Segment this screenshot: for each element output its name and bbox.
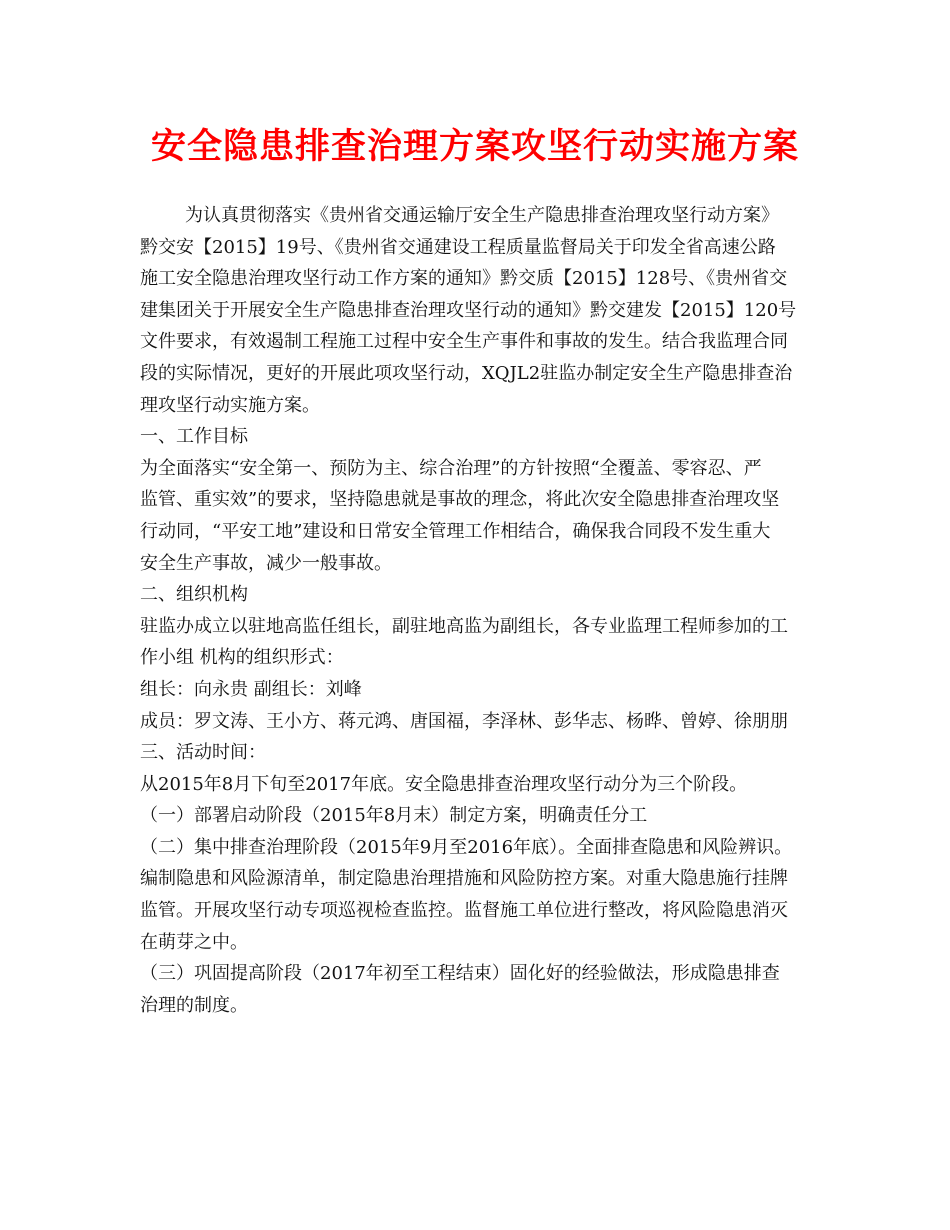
paragraph-line: 组长：向永贵 副组长：刘峰 (140, 678, 362, 700)
paragraph-line: 段的实际情况，更好的开展此项攻坚行动，XQJL2驻监办制定安全生产隐患排查治 (140, 362, 793, 384)
paragraph-line: 监管。开展攻坚行动专项巡视检查监控。监督施工单位进行整改，将风险隐患消灭 (140, 900, 788, 922)
document-body (140, 200, 820, 1021)
paragraph-line: 监管、重实效”的要求，坚持隐患就是事故的理念，将此次安全隐患排查治理攻坚 (140, 489, 780, 511)
paragraph-line: 成员：罗文涛、王小方、蒋元鸿、唐国福，李泽林、彭华志、杨晔、曾婷、徐朋朋 (140, 710, 788, 732)
paragraph-line: 驻监办成立以驻地高监任组长，副驻地高监为副组长，各专业监理工程师参加的工 (140, 615, 788, 637)
paragraph-line: 建集团关于开展安全生产隐患排查治理攻坚行动的通知》黔交建发【2015】120号 (140, 299, 797, 321)
section-heading: 一、工作目标 (140, 426, 248, 448)
paragraph-line: 治理的制度。 (140, 994, 248, 1016)
paragraph-line: 从2015年8月下旬至2017年底。安全隐患排查治理攻坚行动分为三个阶段。 (140, 773, 748, 795)
paragraph-line: 黔交安【2015】19号、《贵州省交通建设工程质量监督局关于印发全省高速公路 (140, 236, 776, 258)
paragraph-line: 安全生产事故，减少一般事故。 (140, 552, 392, 574)
section-heading: 三、活动时间： (140, 742, 266, 764)
paragraph-line: （二）集中排查治理阶段（2015年9月至2016年底）。全面排查隐患和风险辨识。 (140, 836, 793, 858)
paragraph-line: 为全面落实“安全第一、预防为主、综合治理”的方针按照“全覆盖、零容忍、严 (140, 457, 762, 479)
paragraph-line: 作小组 机构的组织形式： (140, 647, 344, 669)
paragraph-line: （三）巩固提高阶段（2017年初至工程结束）固化好的经验做法，形成隐患排查 (140, 963, 780, 985)
paragraph-line: 在萌芽之中。 (140, 931, 248, 953)
paragraph-line: 施工安全隐患治理攻坚行动工作方案的通知》黔交质【2015】128号、《贵州省交 (140, 268, 788, 290)
paragraph-line: 为认真贯彻落实《贵州省交通运输厅安全生产隐患排查治理攻坚行动方案》 (185, 205, 779, 226)
paragraph-line: （一）部署启动阶段（2015年8月末）制定方案，明确责任分工 (140, 805, 648, 827)
document-title: 安全隐患排查治理方案攻坚行动实施方案 (150, 127, 799, 167)
paragraph-line: 文件要求，有效遏制工程施工过程中安全生产事件和事故的发生。结合我监理合同 (140, 331, 788, 353)
paragraph-line: 行动同，“平安工地”建设和日常安全管理工作相结合，确保我合同段不发生重大 (140, 520, 771, 542)
paragraph-line: 编制隐患和风险源清单，制定隐患治理措施和风险防控方案。对重大隐患施行挂牌 (140, 868, 788, 890)
section-heading: 二、组织机构 (140, 584, 248, 606)
paragraph-line: 理攻坚行动实施方案。 (140, 394, 320, 416)
